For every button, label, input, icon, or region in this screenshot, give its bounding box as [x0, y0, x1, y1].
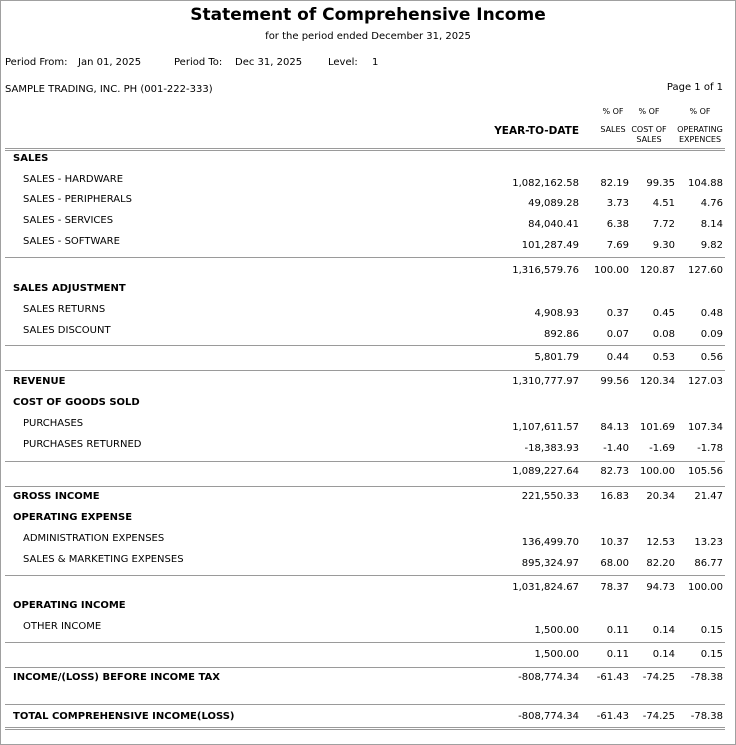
cost-of-label: COST OF	[631, 125, 667, 134]
row-label: PURCHASES	[23, 418, 84, 429]
cell-pct-cost: 82.20	[646, 558, 675, 569]
section-rule	[5, 667, 725, 668]
cell-pct-sales: 0.44	[606, 352, 629, 363]
cell-pct-cost: 0.14	[652, 625, 675, 636]
cell-pct-cost: 7.72	[652, 219, 675, 230]
period-from-label: Period From:	[5, 57, 68, 68]
cell-pct-cost: 101.69	[640, 422, 675, 433]
cell-pct-opex: 100.00	[688, 582, 723, 593]
page-number: Page 1 of 1	[666, 82, 723, 93]
cell-ytd: 1,500.00	[534, 625, 579, 636]
cell-pct-opex: 13.23	[694, 537, 723, 548]
cell-pct-sales: 84.13	[600, 422, 629, 433]
section-rule	[5, 486, 725, 487]
subtotal-rule	[5, 575, 725, 576]
cell-pct-sales: 0.07	[606, 329, 629, 340]
cell-pct-opex: 127.03	[688, 376, 723, 387]
operating-label: OPERATING	[677, 125, 723, 134]
cell-pct-sales: 82.73	[600, 466, 629, 477]
cell-pct-opex: -78.38	[690, 711, 723, 722]
cell-pct-cost: 0.08	[652, 329, 675, 340]
period-to-label: Period To:	[174, 57, 223, 68]
row-label: TOTAL COMPREHENSIVE INCOME(LOSS)	[13, 711, 235, 722]
period-to-value: Dec 31, 2025	[235, 57, 303, 68]
cell-pct-opex: 0.15	[700, 649, 723, 660]
row-label: INCOME/(LOSS) BEFORE INCOME TAX	[13, 672, 220, 683]
cell-pct-sales: 0.11	[606, 649, 629, 660]
cell-pct-sales: 78.37	[600, 582, 629, 593]
row-label: SALES & MARKETING EXPENSES	[23, 554, 184, 565]
row-label: SALES - HARDWARE	[23, 174, 124, 185]
period-from-value: Jan 01, 2025	[78, 57, 142, 68]
cell-pct-opex: 21.47	[694, 491, 723, 502]
header-divider	[5, 148, 725, 151]
cell-pct-opex: 9.82	[700, 240, 723, 251]
row-label: OPERATING EXPENSE	[13, 512, 133, 523]
cell-ytd-subtotal: 1,316,579.76	[512, 265, 579, 276]
cell-pct-sales: 100.00	[594, 265, 629, 276]
row-label: SALES	[13, 153, 49, 164]
cell-ytd-subtotal: 5,801.79	[534, 352, 579, 363]
section-rule	[5, 370, 725, 371]
cell-pct-sales: 7.69	[606, 240, 629, 251]
cell-pct-sales: 68.00	[600, 558, 629, 569]
cell-pct-sales: 0.11	[606, 625, 629, 636]
subtotal-rule	[5, 345, 725, 346]
cell-pct-opex: 0.15	[700, 625, 723, 636]
cell-pct-sales: 6.38	[606, 219, 629, 230]
cell-pct-sales: 16.83	[600, 491, 629, 502]
cell-ytd: 84,040.41	[528, 219, 579, 230]
pct-of-label: % OF	[638, 107, 660, 116]
expences-label: EXPENCES	[678, 135, 722, 144]
cell-pct-opex: 107.34	[688, 422, 723, 433]
cell-pct-cost: 120.87	[640, 265, 675, 276]
cell-ytd: -808,774.34	[518, 672, 579, 683]
row-label: SALES RETURNS	[23, 304, 106, 315]
row-label: SALES - PERIPHERALS	[23, 194, 132, 205]
cell-pct-cost: 100.00	[640, 466, 675, 477]
row-label: PURCHASES RETURNED	[23, 439, 142, 450]
subtotal-rule	[5, 257, 725, 258]
cell-ytd: 892.86	[544, 329, 579, 340]
cell-pct-opex: -78.38	[690, 672, 723, 683]
cell-pct-cost: 20.34	[646, 491, 675, 502]
cell-ytd-subtotal: 1,089,227.64	[512, 466, 579, 477]
row-label: SALES - SOFTWARE	[23, 236, 120, 247]
row-label: ADMINISTRATION EXPENSES	[23, 533, 165, 544]
cell-pct-opex: 0.56	[700, 352, 723, 363]
cell-pct-sales: -1.40	[603, 443, 629, 454]
cell-pct-sales: 0.37	[606, 308, 629, 319]
cell-pct-cost: 12.53	[646, 537, 675, 548]
cell-ytd: 895,324.97	[521, 558, 579, 569]
col-header-pct-cost	[629, 107, 669, 145]
level-value: 1	[372, 57, 379, 68]
row-label: SALES - SERVICES	[23, 215, 114, 226]
cell-pct-cost: 4.51	[652, 198, 675, 209]
subtotal-rule	[5, 461, 725, 462]
subtotal-rule	[5, 642, 725, 643]
level-label: Level:	[328, 57, 358, 68]
cell-ytd: 1,310,777.97	[512, 376, 579, 387]
cell-pct-cost: 9.30	[652, 240, 675, 251]
row-label: SALES DISCOUNT	[23, 325, 111, 336]
cell-ytd: -808,774.34	[518, 711, 579, 722]
cell-pct-sales: 10.37	[600, 537, 629, 548]
cell-pct-sales: -61.43	[596, 672, 629, 683]
row-label: REVENUE	[13, 376, 66, 387]
cell-pct-sales: 3.73	[606, 198, 629, 209]
cell-pct-cost: 0.53	[652, 352, 675, 363]
cell-ytd: 49,089.28	[528, 198, 579, 209]
row-label: GROSS INCOME	[13, 491, 100, 502]
report-title: Statement of Comprehensive Income	[190, 5, 546, 25]
cell-ytd: 1,107,611.57	[512, 422, 579, 433]
row-label: OTHER INCOME	[23, 621, 102, 632]
sales-label: SALES	[600, 125, 626, 134]
cell-pct-sales: 99.56	[600, 376, 629, 387]
cell-ytd: 136,499.70	[521, 537, 579, 548]
cell-pct-cost: 94.73	[646, 582, 675, 593]
cell-ytd: 1,082,162.58	[512, 178, 579, 189]
cell-pct-cost: 120.34	[640, 376, 675, 387]
col-header-ytd: YEAR-TO-DATE	[494, 125, 579, 137]
cell-pct-cost: -74.25	[642, 711, 675, 722]
cell-pct-opex: 0.48	[700, 308, 723, 319]
cell-ytd: 221,550.33	[521, 491, 579, 502]
cell-pct-sales: -61.43	[596, 711, 629, 722]
cell-pct-opex: 127.60	[688, 265, 723, 276]
cell-pct-cost: 0.14	[652, 649, 675, 660]
cell-ytd: 4,908.93	[534, 308, 579, 319]
cell-ytd-subtotal: 1,500.00	[534, 649, 579, 660]
cost-sales-label: SALES	[636, 135, 662, 144]
section-rule	[5, 704, 725, 705]
cell-pct-opex: -1.78	[697, 443, 723, 454]
cell-pct-cost: -74.25	[642, 672, 675, 683]
pct-of-label: % OF	[689, 107, 711, 116]
cell-pct-cost: -1.69	[649, 443, 675, 454]
cell-pct-opex: 86.77	[694, 558, 723, 569]
cell-pct-sales: 82.19	[600, 178, 629, 189]
cell-ytd: 101,287.49	[521, 240, 579, 251]
cell-ytd: -18,383.93	[524, 443, 579, 454]
col-header-pct-sales	[599, 107, 627, 135]
cell-pct-opex: 104.88	[688, 178, 723, 189]
company-name: SAMPLE TRADING, INC. PH (001-222-333)	[5, 84, 213, 95]
cell-pct-cost: 0.45	[652, 308, 675, 319]
report-subtitle: for the period ended December 31, 2025	[265, 31, 471, 42]
row-label: SALES ADJUSTMENT	[13, 283, 126, 294]
row-label: COST OF GOODS SOLD	[13, 397, 140, 408]
cell-pct-opex: 8.14	[700, 219, 723, 230]
cell-pct-opex: 0.09	[700, 329, 723, 340]
row-label: OPERATING INCOME	[13, 600, 126, 611]
cell-pct-cost: 99.35	[646, 178, 675, 189]
cell-pct-opex: 105.56	[688, 466, 723, 477]
col-header-pct-opex	[673, 107, 727, 145]
total-double-rule	[5, 727, 725, 730]
pct-of-label: % OF	[602, 107, 624, 116]
cell-pct-opex: 4.76	[700, 198, 723, 209]
cell-ytd-subtotal: 1,031,824.67	[512, 582, 579, 593]
